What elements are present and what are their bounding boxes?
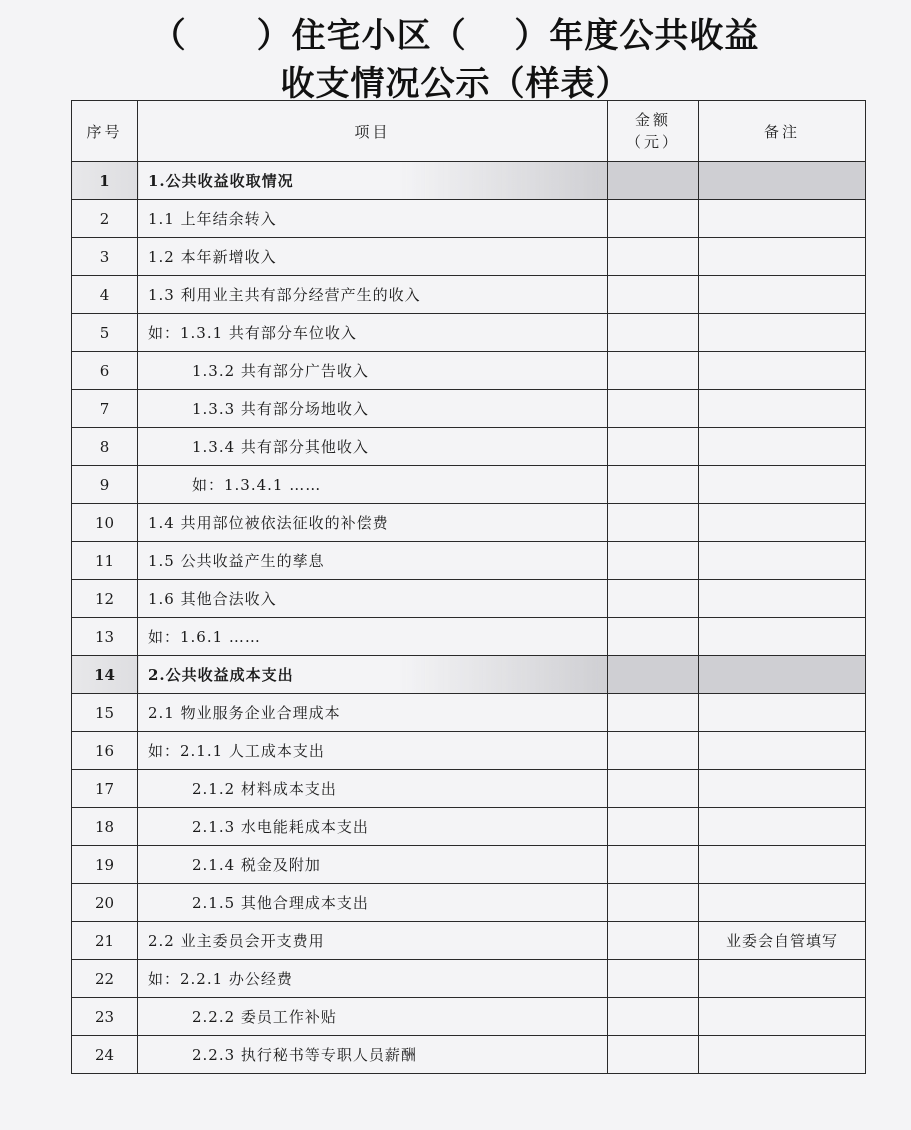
row-number: 6 [72, 352, 138, 390]
row-item: 2.1.3 水电能耗成本支出 [138, 808, 608, 846]
table-row [72, 770, 866, 808]
row-note [699, 580, 866, 618]
row-number: 10 [72, 504, 138, 542]
row-note [699, 1036, 866, 1074]
row-note [699, 846, 866, 884]
document-title-line1: （ ）住宅小区（ ）年度公共收益 [151, 16, 760, 56]
row-amount [608, 276, 699, 314]
row-item: 2.1.4 税金及附加 [138, 846, 608, 884]
table-row [72, 922, 866, 960]
row-amount [608, 200, 699, 238]
row-number: 13 [72, 618, 138, 656]
row-amount [608, 504, 699, 542]
row-item: 2.1.2 材料成本支出 [138, 770, 608, 808]
table-row [72, 200, 866, 238]
section-row [72, 162, 866, 200]
row-item: 如：1.3.4.1 …… [138, 466, 608, 504]
header-no: 序号 [72, 101, 138, 162]
row-amount [608, 542, 699, 580]
row-number: 24 [72, 1036, 138, 1074]
row-item: 2.公共收益成本支出 [138, 656, 608, 694]
row-item: 1.4 共用部位被依法征收的补偿费 [138, 504, 608, 542]
row-note [699, 542, 866, 580]
row-note [699, 960, 866, 998]
row-item: 1.3.4 共有部分其他收入 [138, 428, 608, 466]
row-note [699, 884, 866, 922]
row-item: 2.2 业主委员会开支费用 [138, 922, 608, 960]
row-number: 4 [72, 276, 138, 314]
row-item: 如：2.2.1 办公经费 [138, 960, 608, 998]
row-note [699, 998, 866, 1036]
row-amount [608, 162, 699, 200]
row-amount [608, 960, 699, 998]
row-note [699, 428, 866, 466]
row-number: 9 [72, 466, 138, 504]
table-row [72, 808, 866, 846]
row-item: 1.6 其他合法收入 [138, 580, 608, 618]
row-note [699, 466, 866, 504]
table-row [72, 276, 866, 314]
table-row [72, 428, 866, 466]
row-number: 1 [72, 162, 138, 200]
row-number: 15 [72, 694, 138, 732]
document-title-line2: 收支情况公示（样表） [280, 64, 631, 104]
row-amount [608, 694, 699, 732]
row-number: 3 [72, 238, 138, 276]
row-note [699, 276, 866, 314]
revenue-expenditure-table [71, 100, 866, 1074]
table-row [72, 1036, 866, 1074]
row-item: 1.3.2 共有部分广告收入 [138, 352, 608, 390]
row-item: 如：1.6.1 …… [138, 618, 608, 656]
row-note [699, 732, 866, 770]
row-item: 1.3 利用业主共有部分经营产生的收入 [138, 276, 608, 314]
row-note [699, 694, 866, 732]
row-note [699, 162, 866, 200]
table-row [72, 580, 866, 618]
row-amount [608, 352, 699, 390]
table-row [72, 504, 866, 542]
table-row [72, 694, 866, 732]
row-item: 如：2.1.1 人工成本支出 [138, 732, 608, 770]
table-row [72, 352, 866, 390]
row-item: 1.2 本年新增收入 [138, 238, 608, 276]
row-number: 17 [72, 770, 138, 808]
row-number: 11 [72, 542, 138, 580]
row-number: 8 [72, 428, 138, 466]
row-number: 14 [72, 656, 138, 694]
row-note [699, 770, 866, 808]
row-amount [608, 922, 699, 960]
row-amount [608, 998, 699, 1036]
table-row [72, 238, 866, 276]
row-amount [608, 390, 699, 428]
table-row [72, 960, 866, 998]
row-amount [608, 732, 699, 770]
row-number: 19 [72, 846, 138, 884]
row-item: 2.1.5 其他合理成本支出 [138, 884, 608, 922]
row-note: 业委会自管填写 [699, 922, 866, 960]
row-note [699, 618, 866, 656]
header-item: 项目 [138, 101, 608, 162]
row-item: 如：1.3.1 共有部分车位收入 [138, 314, 608, 352]
row-number: 20 [72, 884, 138, 922]
row-amount [608, 428, 699, 466]
row-note [699, 238, 866, 276]
row-amount [608, 846, 699, 884]
row-item: 1.3.3 共有部分场地收入 [138, 390, 608, 428]
table-row [72, 390, 866, 428]
table-row [72, 314, 866, 352]
row-item: 2.1 物业服务企业合理成本 [138, 694, 608, 732]
row-amount [608, 238, 699, 276]
row-number: 2 [72, 200, 138, 238]
header-amount-unit: （元） [625, 133, 680, 151]
row-number: 12 [72, 580, 138, 618]
table-row [72, 846, 866, 884]
row-amount [608, 618, 699, 656]
row-note [699, 314, 866, 352]
row-note [699, 200, 866, 238]
row-number: 18 [72, 808, 138, 846]
table-row [72, 466, 866, 504]
row-number: 21 [72, 922, 138, 960]
row-number: 22 [72, 960, 138, 998]
row-amount [608, 770, 699, 808]
table-row [72, 542, 866, 580]
row-item: 1.5 公共收益产生的孳息 [138, 542, 608, 580]
header-amount [608, 101, 699, 162]
row-item: 1.公共收益收取情况 [138, 162, 608, 200]
row-number: 23 [72, 998, 138, 1036]
header-amount-label: 金额 [634, 111, 671, 129]
row-amount [608, 466, 699, 504]
row-note [699, 352, 866, 390]
row-note [699, 390, 866, 428]
row-amount [608, 580, 699, 618]
row-note [699, 504, 866, 542]
row-amount [608, 884, 699, 922]
table-row [72, 884, 866, 922]
row-amount [608, 656, 699, 694]
row-amount [608, 1036, 699, 1074]
table-header-row [72, 101, 866, 162]
row-amount [608, 314, 699, 352]
row-number: 7 [72, 390, 138, 428]
table-row [72, 998, 866, 1036]
row-note [699, 656, 866, 694]
header-note: 备注 [699, 101, 866, 162]
row-item: 2.2.3 执行秘书等专职人员薪酬 [138, 1036, 608, 1074]
table-row [72, 618, 866, 656]
row-number: 5 [72, 314, 138, 352]
row-amount [608, 808, 699, 846]
section-row [72, 656, 866, 694]
row-item: 1.1 上年结余转入 [138, 200, 608, 238]
row-number: 16 [72, 732, 138, 770]
row-item: 2.2.2 委员工作补贴 [138, 998, 608, 1036]
table-row [72, 732, 866, 770]
row-note [699, 808, 866, 846]
